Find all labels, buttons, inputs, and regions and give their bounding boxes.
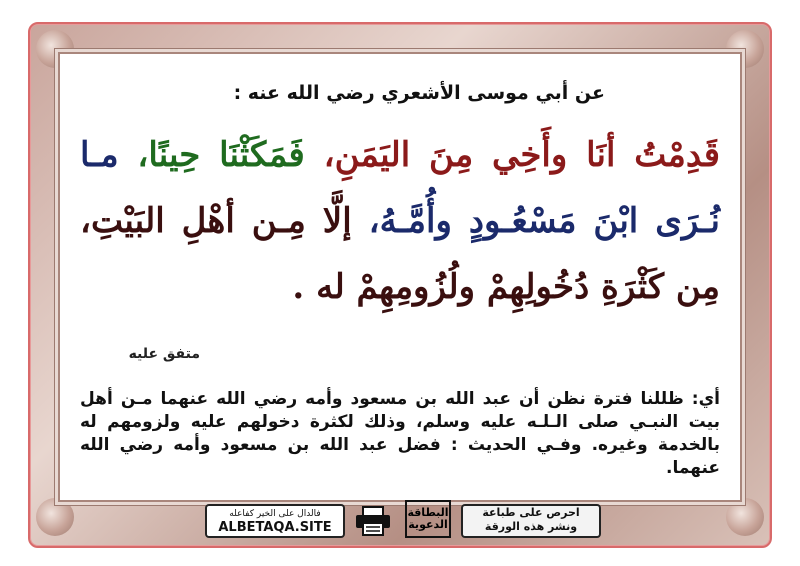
frame-corner-ornament [36, 498, 74, 536]
footer [205, 500, 605, 540]
hadith-source: متفق عليه [128, 346, 200, 362]
card-content [80, 70, 720, 490]
site-slogan: فالدال على الخير كفاعله [229, 509, 321, 519]
hadith-text [80, 122, 720, 320]
hadith-part-4: إلَّا مِـن أهْلِ البَيْتِ، مِن كَثْرَةِ دُخُولِهِمْ ولُزُومِهِمْ له . [80, 201, 720, 307]
logo-text: البطاقة الدعوية [407, 506, 449, 531]
site-badge[interactable] [205, 504, 345, 538]
hadith-part-2: فَمَكَثْنَا حِينًا، [137, 135, 305, 175]
hadith-part-1: قَدِمْتُ أنَا وأَخِي مِنَ اليَمَنِ، [323, 135, 720, 175]
site-url[interactable]: ALBETAQA.SITE [218, 520, 332, 535]
print-reminder-line-1: احرص على طباعة [482, 506, 580, 519]
printer-icon [353, 506, 393, 536]
frame-corner-ornament [726, 498, 764, 536]
hadith-part-3: مـا نُـرَى ابْنَ مَسْعُـودٍ وأُمَّـهُ، [80, 135, 720, 241]
print-reminder [461, 504, 601, 538]
albetaqa-logo [405, 500, 451, 538]
narrator-line: عن أبي موسى الأشعري رضي الله عنه : [233, 82, 605, 104]
hadith-explanation: أي: ظللنا فترة نظن أن عبد الله بن مسعود وأمه رضي الله عنهما مـن أهل بيت النبـي صلى الـلـه عليه وسلم، وذلك لكثرة دخولهم عليه ولزومهم له بالخدمة وغيره. وفـي الحديث : فضل عبد الله بن مسعود وأمه رضي الله عنهما. [80, 389, 720, 478]
print-reminder-line-2: ونشر هذه الورقة [484, 520, 578, 533]
